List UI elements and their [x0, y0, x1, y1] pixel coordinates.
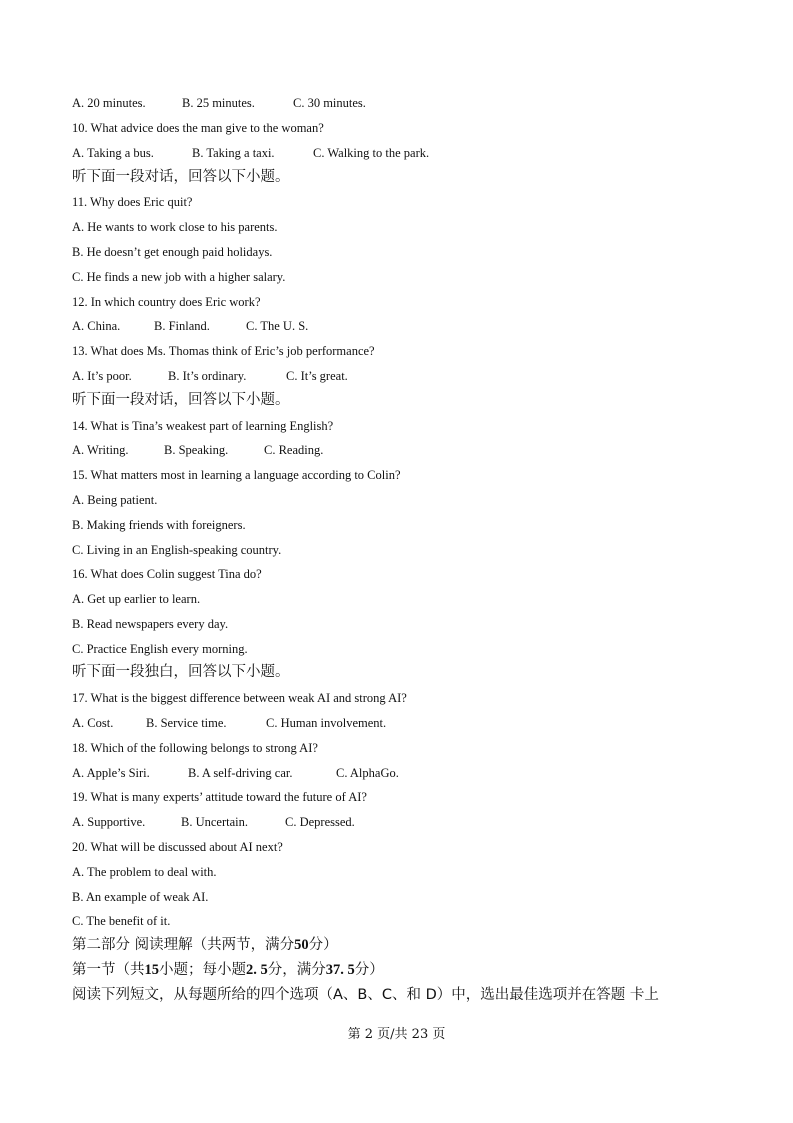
q15-option-a: A. Being patient.: [72, 493, 158, 507]
q20-stem: 20. What will be discussed about AI next?: [72, 840, 283, 854]
q13-option-a: A. It’s poor.: [72, 369, 132, 383]
q17-option-b: B. Service time.: [146, 716, 227, 730]
q10-stem: 10. What advice does the man give to the woman?: [72, 121, 324, 135]
q9-options: [72, 95, 366, 111]
q12-option-b: B. Finland.: [154, 319, 210, 333]
q11-option-c: C. He finds a new job with a higher salary.: [72, 270, 286, 284]
q19-option-a: A. Supportive.: [72, 815, 146, 829]
q16-option-b: B. Read newspapers every day.: [72, 617, 229, 631]
q17-options: [72, 715, 386, 731]
q14-option-a: A. Writing.: [72, 443, 129, 457]
q13-option-c: C. It’s great.: [286, 369, 348, 383]
q20-option-c: C. The benefit of it.: [72, 914, 171, 928]
q9-option-a: A. 20 minutes.: [72, 96, 146, 110]
q10-option-b: B. Taking a taxi.: [192, 146, 275, 160]
q16-option-c: C. Practice English every morning.: [72, 642, 248, 656]
q14-option-c: C. Reading.: [264, 443, 324, 457]
part2-points: 50: [294, 937, 309, 953]
q18-option-c: C. AlphaGo.: [336, 766, 399, 780]
q14-options: [72, 442, 323, 458]
page-footer: 第 2 页/共 23 页: [347, 1027, 446, 1042]
q17-option-c: C. Human involvement.: [266, 716, 387, 730]
q20-option-b: B. An example of weak AI.: [72, 890, 209, 904]
q20-option-a: A. The problem to deal with.: [72, 865, 217, 879]
q19-options: [72, 814, 355, 830]
q19-stem: 19. What is many experts’ attitude toward the future of AI?: [72, 790, 367, 804]
q12-stem: 12. In which country does Eric work?: [72, 295, 261, 309]
q18-options: [72, 765, 399, 781]
q14-option-b: B. Speaking.: [164, 443, 229, 457]
q9-option-c: C. 30 minutes.: [293, 96, 366, 110]
q11-stem: 11. Why does Eric quit?: [72, 195, 193, 209]
q15-option-b: B. Making friends with foreigners.: [72, 518, 246, 532]
q16-option-a: A. Get up earlier to learn.: [72, 592, 201, 606]
q13-option-b: B. It’s ordinary.: [168, 369, 247, 383]
q13-options: [72, 368, 348, 384]
q19-option-b: B. Uncertain.: [181, 815, 248, 829]
q16-stem: 16. What does Colin suggest Tina do?: [72, 567, 262, 581]
q18-option-a: A. Apple’s Siri.: [72, 766, 150, 780]
q17-stem: 17. What is the biggest difference between weak AI and strong AI?: [72, 691, 407, 705]
section1-heading: 第一节（共15小题；每小题2. 5分，满分37. 5分）: [72, 962, 384, 978]
q12-option-c: C. The U. S.: [246, 319, 309, 333]
dialog-heading-2: 听下面一段对话，回答以下小题。: [72, 392, 290, 408]
part2-heading: 第二部分 阅读理解（共两节，满分50分）: [72, 937, 338, 953]
monologue-heading: 听下面一段独白，回答以下小题。: [72, 664, 290, 680]
q11-option-a: A. He wants to work close to his parents.: [72, 220, 278, 234]
q11-option-b: B. He doesn’t get enough paid holidays.: [72, 245, 273, 259]
q14-stem: 14. What is Tina’s weakest part of learning English?: [72, 419, 334, 433]
q15-stem: 15. What matters most in learning a language according to Colin?: [72, 468, 401, 482]
q12-option-a: A. China.: [72, 319, 121, 333]
q18-option-b: B. A self-driving car.: [188, 766, 293, 780]
q10-option-c: C. Walking to the park.: [313, 146, 430, 160]
q13-stem: 13. What does Ms. Thomas think of Eric’s job performance?: [72, 344, 375, 358]
q17-option-a: A. Cost.: [72, 716, 114, 730]
reading-instructions: 阅读下列短文，从每题所给的四个选项（A、B、C、和 D）中，选出最佳选项并在答题 卡上: [72, 987, 659, 1003]
q19-option-c: C. Depressed.: [285, 815, 355, 829]
q12-options: [72, 318, 308, 334]
q10-option-a: A. Taking a bus.: [72, 146, 154, 160]
dialog-heading: 听下面一段对话，回答以下小题。: [72, 169, 290, 185]
q18-stem: 18. Which of the following belongs to strong AI?: [72, 741, 318, 755]
q9-option-b: B. 25 minutes.: [182, 96, 255, 110]
q10-options: [72, 145, 429, 161]
q15-option-c: C. Living in an English-speaking country.: [72, 543, 282, 557]
